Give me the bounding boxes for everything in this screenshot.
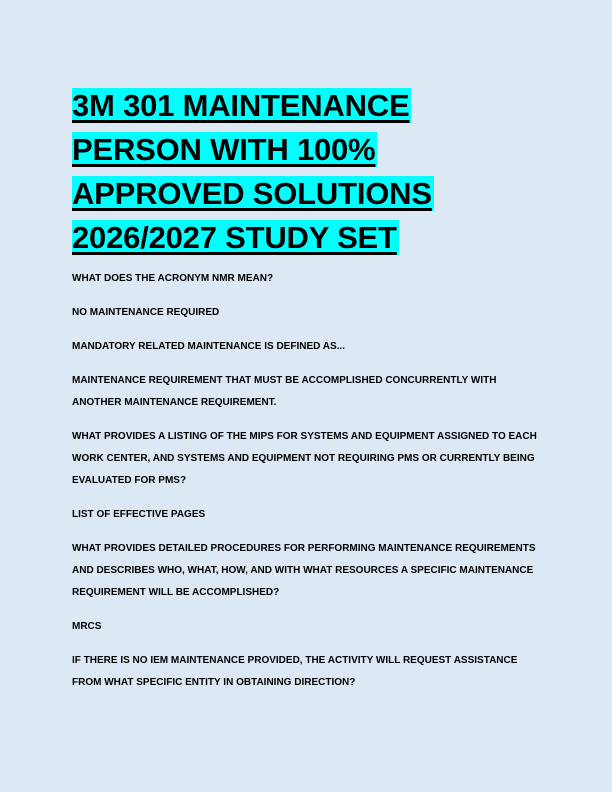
answer-nmr-acronym: NO MAINTENANCE REQUIRED: [72, 307, 220, 318]
answer-detailed-procedures: MRCS: [72, 621, 102, 632]
document-page: [72, 84, 542, 706]
question-mips-listing: WHAT PROVIDES A LISTING OF THE MIPS FOR SYSTEMS AND EQUIPMENT ASSIGNED TO EACH WORK CENTER, AND SYSTEMS AND EQUIPMENT NOT REQUIRING PMS OR CURRENTLY BEING EVALUATED FOR PMS?: [72, 431, 537, 486]
question-mandatory-related-maintenance: MANDATORY RELATED MAINTENANCE IS DEFINED AS...: [72, 341, 345, 352]
title-line-1: 3M 301 MAINTENANCE: [72, 88, 410, 123]
title-line-4: 2026/2027 STUDY SET: [72, 220, 397, 255]
answer-mandatory-related-maintenance: MAINTENANCE REQUIREMENT THAT MUST BE ACCOMPLISHED CONCURRENTLY WITH ANOTHER MAINTENANCE REQUIREMENT.: [72, 375, 497, 408]
qa-list: [72, 268, 542, 694]
question-nmr-acronym: WHAT DOES THE ACRONYM NMR MEAN?: [72, 273, 274, 284]
title-line-3: APPROVED SOLUTIONS: [72, 176, 432, 211]
answer-mips-listing: LIST OF EFFECTIVE PAGES: [72, 509, 206, 520]
question-iem-assistance: IF THERE IS NO IEM MAINTENANCE PROVIDED, THE ACTIVITY WILL REQUEST ASSISTANCE FROM WHAT SPECIFIC ENTITY IN OBTAINING DIRECTION?: [72, 655, 518, 688]
document-title: [72, 84, 542, 260]
title-line-2: PERSON WITH 100%: [72, 132, 376, 167]
question-detailed-procedures: WHAT PROVIDES DETAILED PROCEDURES FOR PERFORMING MAINTENANCE REQUIREMENTS AND DESCRIBES WHO, WHAT, HOW, AND WITH WHAT RESOURCES A SPECIFIC MAINTENANCE REQUIREMENT WILL BE ACCOMPLISHED?: [72, 543, 536, 598]
